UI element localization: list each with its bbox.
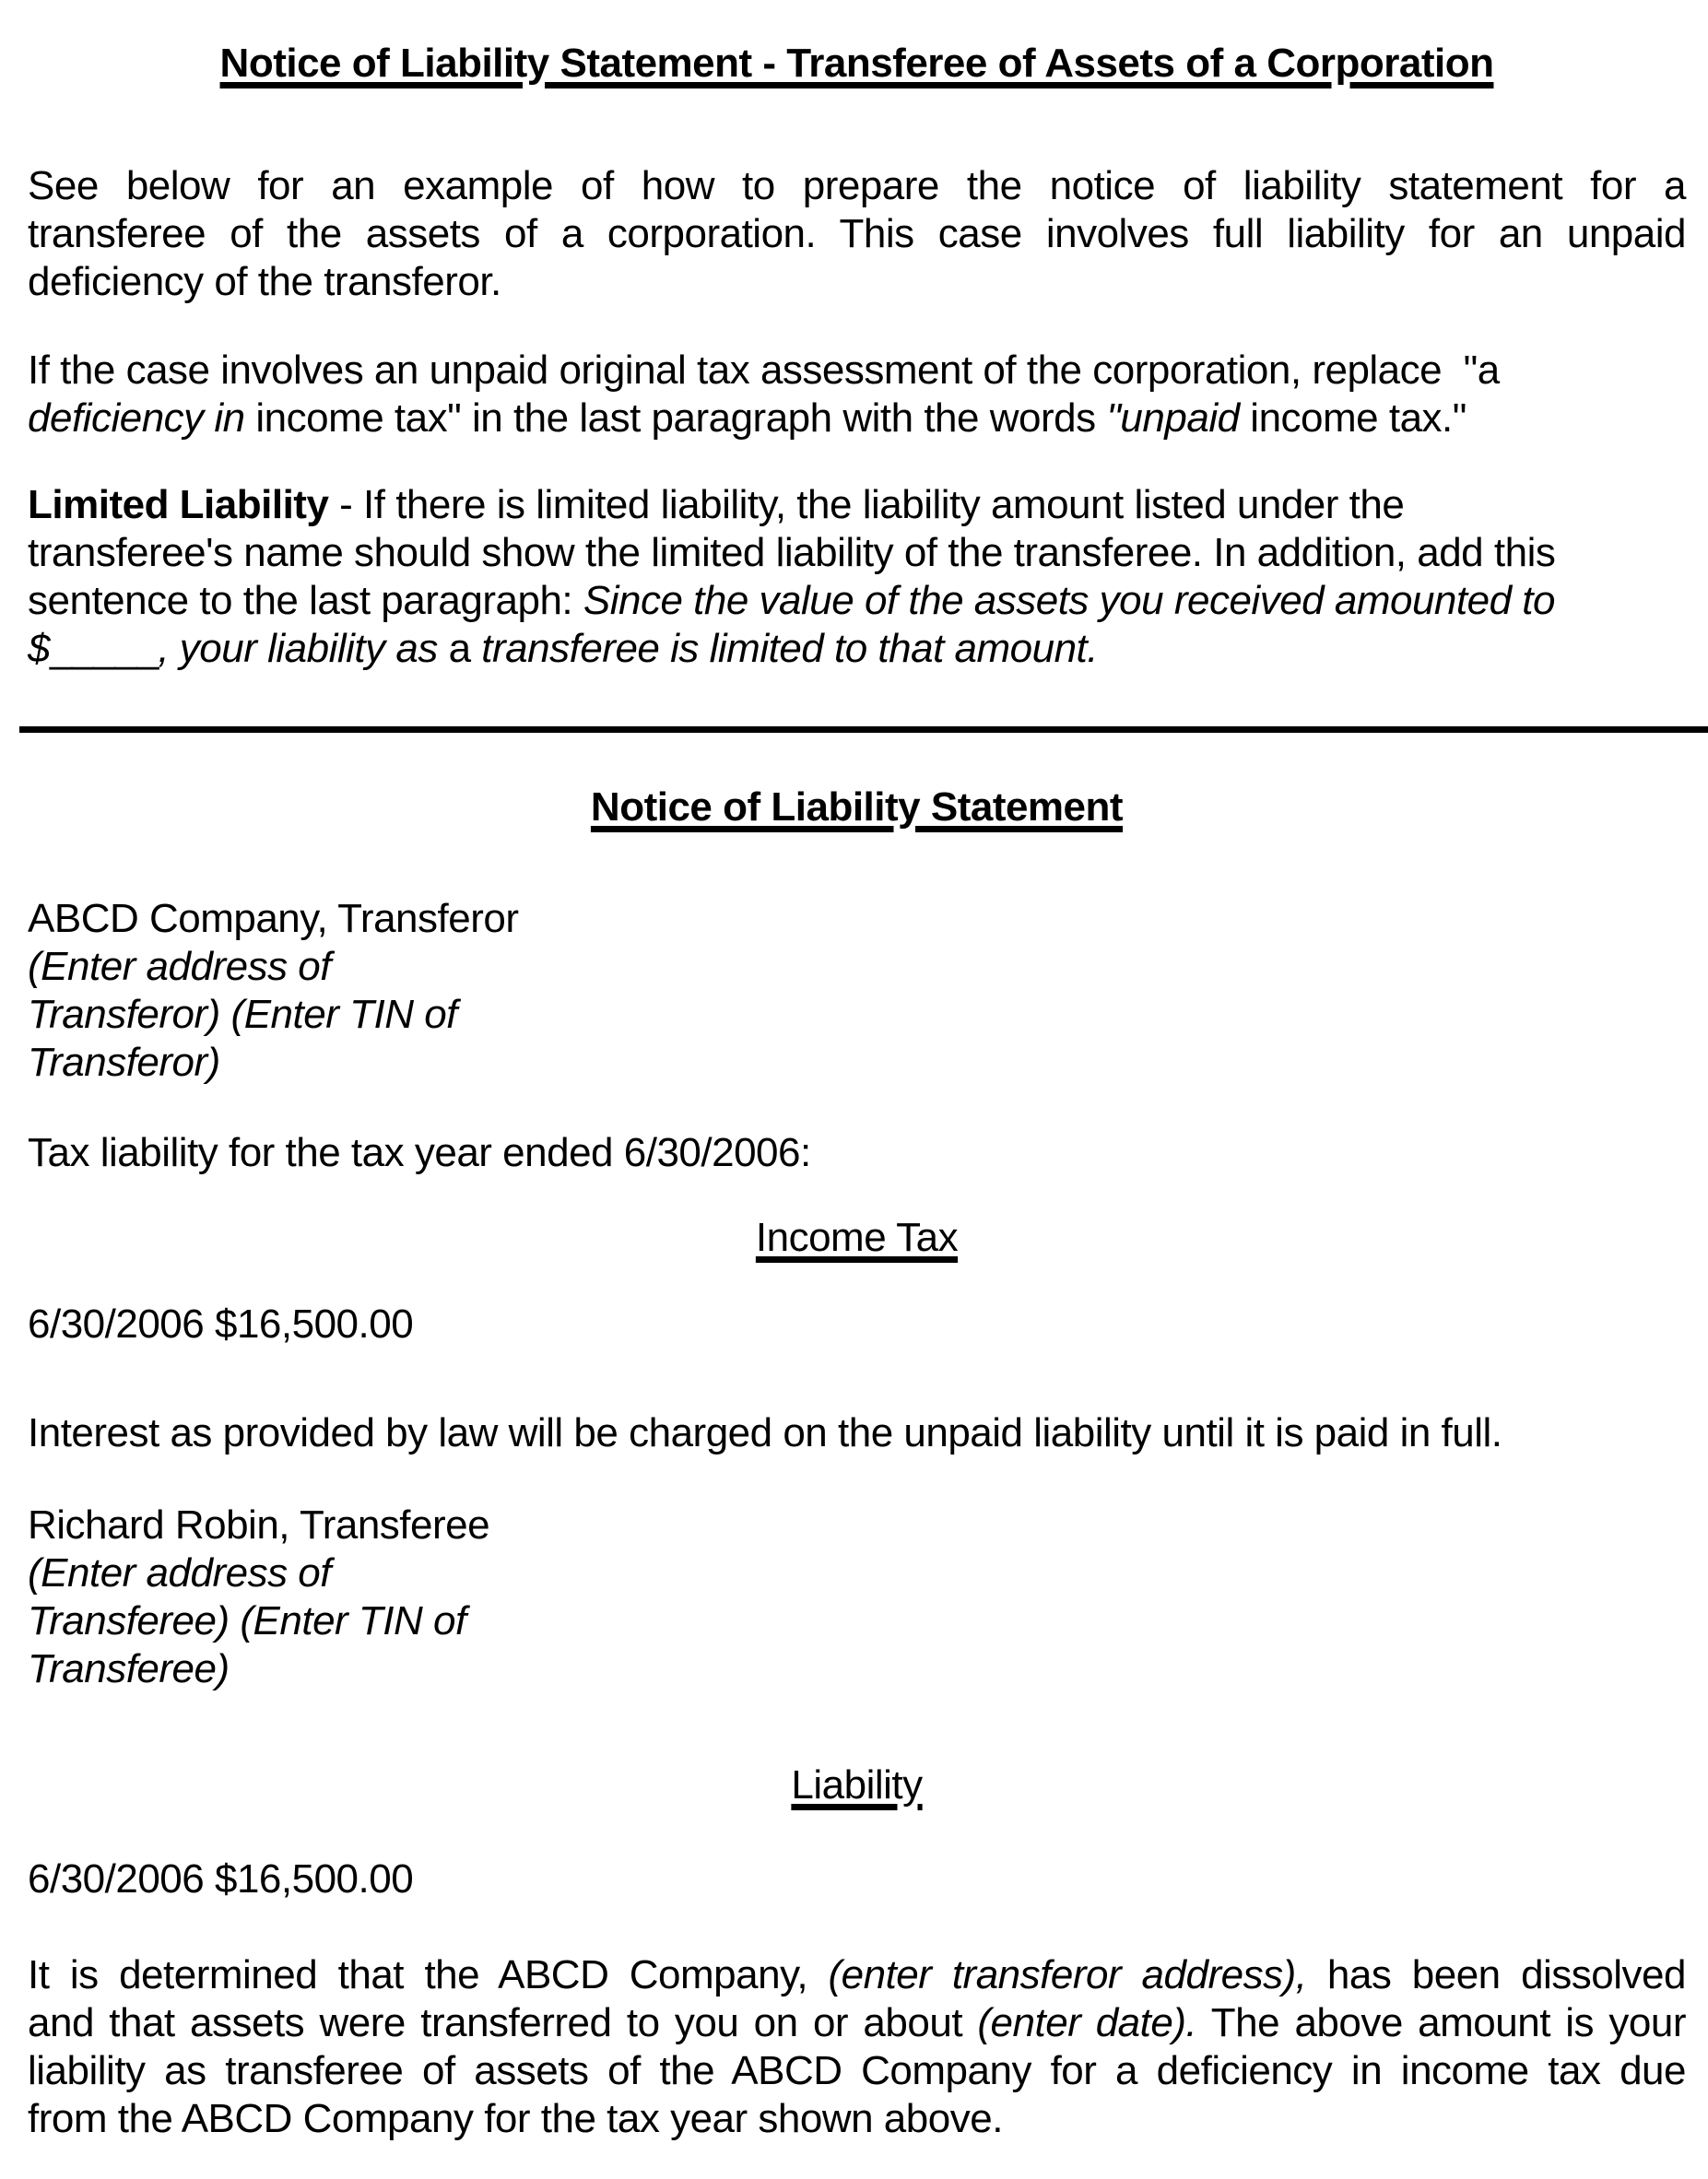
statement-heading-text: Notice of Liability Statement — [590, 784, 1124, 830]
transferee-address-line-3: Transferee) — [28, 1646, 230, 1691]
transferee-address-line-1: (Enter address of — [28, 1550, 331, 1596]
intro-line-3: deficiency of the transferor. — [28, 259, 501, 304]
replace-paragraph — [28, 347, 1686, 442]
income-tax-heading-text: Income Tax — [755, 1215, 959, 1260]
intro-line-1: See below for an example of how to prepare the notice of liability statement for a — [28, 163, 1686, 208]
text-run: has been dissolved — [1306, 1952, 1686, 1997]
transferor-address-line-2: Transferor) (Enter TIN of — [28, 992, 457, 1037]
liability-heading-text: Liability — [791, 1762, 923, 1808]
transferor-name: ABCD Company, Transferor — [28, 896, 519, 941]
italic-run-your-liability: , your liability as — [158, 626, 438, 671]
income-tax-amount: 6/30/2006 $16,500.00 — [28, 1302, 414, 1347]
statement-heading — [28, 781, 1686, 834]
replace-line-1: If the case involves an unpaid original tax assessment of the corporation, replace "a — [28, 347, 1500, 393]
italic-run-transferor-address: (enter transferor address), — [828, 1952, 1307, 1997]
italic-run-since-clause: Since the value of the assets you received amounted to — [583, 578, 1555, 623]
income-tax-heading — [28, 1214, 1686, 1262]
italic-run-limited-amount: transferee is limited to that amount. — [481, 626, 1099, 671]
transferor-block — [28, 895, 1686, 1087]
italic-run-deficiency-in: deficiency in — [28, 395, 245, 441]
text-run: income tax." — [1239, 395, 1467, 441]
limited-liability-label: Limited Liability — [28, 482, 329, 527]
transferee-name: Richard Robin, Transferee — [28, 1502, 490, 1548]
limited-line-1 — [28, 481, 1686, 529]
amount-blank-field: _____ — [49, 626, 159, 671]
closing-paragraph — [28, 1951, 1686, 2143]
interest-line: Interest as provided by law will be charged on the unpaid liability until it is paid in full. — [28, 1410, 1502, 1455]
italic-run-enter-date: (enter date). — [977, 2000, 1197, 2045]
closing-line-3: liability as transferee of assets of the ABCD Company for a deficiency in income tax due — [28, 2048, 1686, 2093]
limited-line-2: transferee's name should show the limited liability of the transferee. In addition, add this — [28, 530, 1556, 575]
intro-paragraph — [28, 162, 1686, 306]
section-divider — [19, 726, 1708, 733]
closing-line-2 — [28, 1999, 1686, 2047]
document-title — [28, 37, 1686, 90]
transferee-block — [28, 1502, 1686, 1693]
text-run: sentence to the last paragraph: — [28, 578, 583, 623]
italic-run-unpaid: "unpaid — [1106, 395, 1240, 441]
text-run: and that assets were transferred to you on or about — [28, 2000, 978, 2045]
transferee-address-line-2: Transferee) (Enter TIN of — [28, 1598, 466, 1643]
liability-heading — [28, 1761, 1686, 1809]
closing-line-4: from the ABCD Company for the tax year shown above. — [28, 2096, 1003, 2141]
text-run: The above amount is your — [1196, 2000, 1686, 2045]
closing-line-1 — [28, 1951, 1686, 1999]
document-title-text: Notice of Liability Statement - Transferee of Assets of a Corporation — [219, 41, 1494, 86]
replace-line-2 — [28, 395, 1686, 442]
text-run: a — [437, 626, 482, 671]
dollar-sign: $ — [28, 626, 50, 671]
limited-line-4 — [28, 625, 1686, 673]
liability-amount: 6/30/2006 $16,500.00 — [28, 1856, 414, 1902]
intro-line-2: transferee of the assets of a corporation. This case involves full liability for an unpaid — [28, 211, 1686, 256]
text-run: income tax" in the last paragraph with the words — [244, 395, 1107, 441]
limited-line-3 — [28, 577, 1686, 625]
limited-liability-paragraph — [28, 481, 1686, 673]
tax-year-line: Tax liability for the tax year ended 6/30/2006: — [28, 1130, 811, 1175]
text-run: It is determined that the ABCD Company, — [28, 1952, 829, 1997]
text-run: - If there is limited liability, the liability amount listed under the — [328, 482, 1405, 527]
transferor-address-line-3: Transferor) — [28, 1040, 220, 1085]
transferor-address-line-1: (Enter address of — [28, 944, 331, 989]
